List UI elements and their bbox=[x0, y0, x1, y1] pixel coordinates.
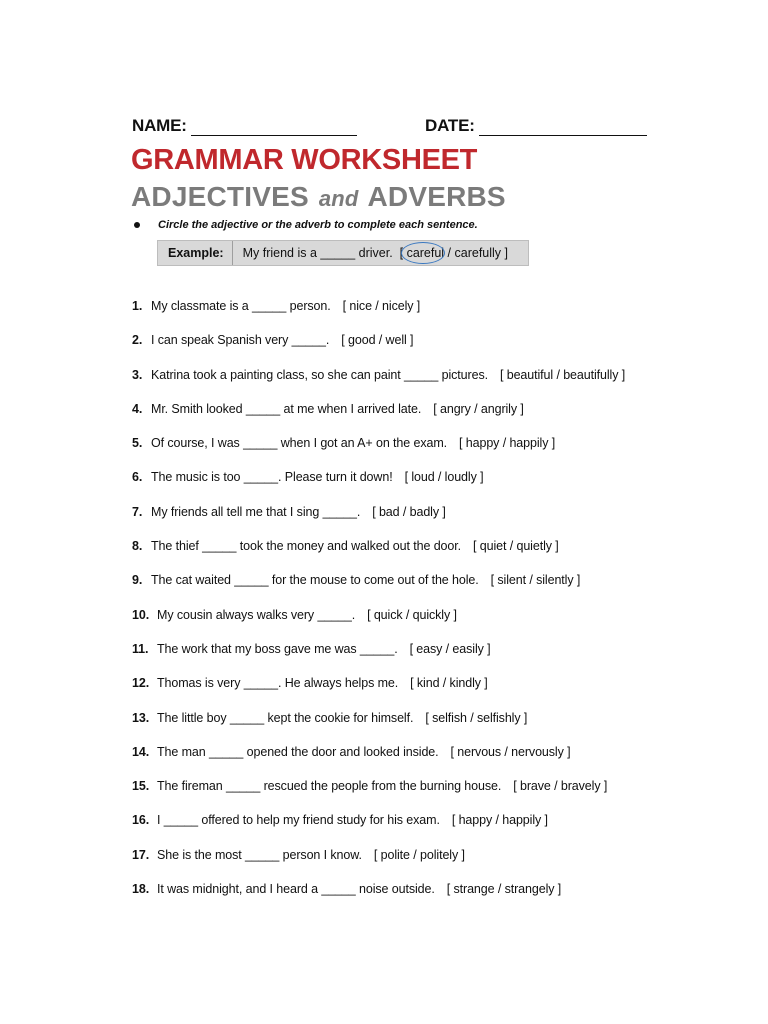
date-label: DATE: bbox=[425, 116, 475, 135]
question-options[interactable]: [ bad / badly ] bbox=[372, 504, 446, 519]
question-item bbox=[132, 608, 692, 642]
question-item bbox=[132, 882, 692, 916]
question-options[interactable]: [ polite / politely ] bbox=[373, 847, 465, 862]
question-item bbox=[132, 676, 692, 710]
question-sentence: She is the most _____ person I know. bbox=[157, 847, 362, 862]
question-number: 13. bbox=[132, 710, 150, 725]
question-options[interactable]: [ happy / happily ] bbox=[451, 813, 548, 828]
question-number: 11. bbox=[132, 641, 149, 656]
question-sentence: I can speak Spanish very _____. bbox=[151, 333, 330, 348]
question-sentence: Katrina took a painting class, so she can paint _____ pictures. bbox=[151, 367, 488, 382]
date-field bbox=[425, 116, 647, 136]
question-sentence: My cousin always walks very _____. bbox=[157, 607, 356, 622]
question-number: 14. bbox=[132, 744, 150, 759]
question-options[interactable]: [ angry / angrily ] bbox=[433, 401, 524, 416]
question-number: 1. bbox=[132, 299, 143, 313]
instruction-text: Circle the adjective or the adverb to complete each sentence. bbox=[158, 219, 478, 231]
subtitle-part1: ADJECTIVES bbox=[131, 181, 309, 212]
example-label: Example: bbox=[158, 241, 233, 265]
question-options[interactable]: [ quiet / quietly ] bbox=[473, 539, 559, 554]
question-number: 9. bbox=[132, 573, 143, 588]
question-options[interactable]: [ selfish / selfishly ] bbox=[425, 710, 528, 725]
question-sentence: The thief _____ took the money and walked out the door. bbox=[151, 539, 461, 554]
question-options[interactable]: [ beautiful / beautifully ] bbox=[499, 367, 626, 382]
question-number: 12. bbox=[132, 676, 150, 691]
question-sentence: Mr. Smith looked _____ at me when I arrived late. bbox=[151, 401, 422, 416]
question-item bbox=[132, 711, 692, 745]
question-sentence: The man _____ opened the door and looked inside. bbox=[157, 744, 439, 759]
question-number: 4. bbox=[132, 401, 143, 416]
subtitle-and: and bbox=[318, 186, 359, 211]
question-item bbox=[132, 848, 692, 882]
question-item bbox=[132, 539, 692, 573]
instruction bbox=[132, 219, 652, 231]
question-number: 8. bbox=[132, 539, 143, 554]
question-options[interactable]: [ brave / bravely ] bbox=[513, 779, 608, 794]
question-item bbox=[132, 299, 692, 333]
question-options[interactable]: [ happy / happily ] bbox=[459, 436, 556, 451]
question-number: 3. bbox=[132, 367, 143, 382]
date-blank-line bbox=[479, 119, 647, 136]
question-sentence: The music is too _____. Please turn it down! bbox=[151, 470, 393, 485]
question-number: 7. bbox=[132, 504, 143, 519]
header-row bbox=[132, 116, 652, 140]
question-number: 6. bbox=[132, 470, 143, 485]
question-sentence: The little boy _____ kept the cookie for himself. bbox=[157, 710, 414, 725]
question-number: 17. bbox=[132, 847, 150, 862]
example-options: [ careful / carefully ] bbox=[399, 246, 508, 260]
question-item bbox=[132, 573, 692, 607]
question-list bbox=[132, 299, 692, 916]
example-sentence: My friend is a _____ driver. bbox=[242, 246, 393, 260]
question-options[interactable]: [ easy / easily ] bbox=[409, 641, 491, 656]
question-item bbox=[132, 505, 692, 539]
question-sentence: Thomas is very _____. He always helps me. bbox=[157, 676, 399, 691]
question-options[interactable]: [ silent / silently ] bbox=[490, 573, 581, 588]
question-sentence: I _____ offered to help my friend study for his exam. bbox=[157, 813, 440, 828]
question-options[interactable]: [ nervous / nervously ] bbox=[450, 744, 571, 759]
question-options[interactable]: [ loud / loudly ] bbox=[404, 470, 484, 485]
question-sentence: My friends all tell me that I sing _____. bbox=[151, 504, 361, 519]
question-sentence: The work that my boss gave me was _____. bbox=[157, 641, 398, 656]
question-item bbox=[132, 368, 692, 402]
question-sentence: Of course, I was _____ when I got an A+ on the exam. bbox=[151, 436, 448, 451]
question-number: 15. bbox=[132, 779, 150, 794]
worksheet-subtitle bbox=[131, 181, 506, 213]
question-number: 10. bbox=[132, 607, 150, 622]
question-item bbox=[132, 813, 692, 847]
question-item bbox=[132, 402, 692, 436]
question-item bbox=[132, 436, 692, 470]
question-item bbox=[132, 779, 692, 813]
question-number: 16. bbox=[132, 813, 150, 828]
worksheet-title: GRAMMAR WORKSHEET bbox=[131, 144, 478, 176]
question-sentence: My classmate is a _____ person. bbox=[151, 299, 331, 313]
question-item bbox=[132, 470, 692, 504]
question-sentence: It was midnight, and I heard a _____ noise outside. bbox=[157, 882, 435, 897]
subtitle-part2: ADVERBS bbox=[367, 181, 506, 212]
example-box bbox=[157, 240, 529, 266]
question-number: 18. bbox=[132, 882, 150, 897]
example-body bbox=[233, 246, 508, 260]
bullet-icon bbox=[134, 222, 140, 228]
question-options[interactable]: [ quick / quickly ] bbox=[367, 607, 457, 622]
question-item bbox=[132, 745, 692, 779]
answer-circle-mark bbox=[401, 242, 445, 264]
question-number: 5. bbox=[132, 436, 143, 451]
name-label: NAME: bbox=[132, 116, 187, 135]
question-sentence: The fireman _____ rescued the people from the burning house. bbox=[157, 779, 502, 794]
question-options[interactable]: [ strange / strangely ] bbox=[446, 882, 562, 897]
question-item bbox=[132, 642, 692, 676]
question-item bbox=[132, 333, 692, 367]
name-field bbox=[132, 116, 357, 136]
question-options[interactable]: [ nice / nicely ] bbox=[342, 299, 421, 313]
question-number: 2. bbox=[132, 333, 143, 348]
name-blank-line bbox=[191, 119, 357, 136]
question-options[interactable]: [ kind / kindly ] bbox=[410, 676, 488, 691]
question-sentence: The cat waited _____ for the mouse to come out of the hole. bbox=[151, 573, 479, 588]
question-options[interactable]: [ good / well ] bbox=[341, 333, 414, 348]
